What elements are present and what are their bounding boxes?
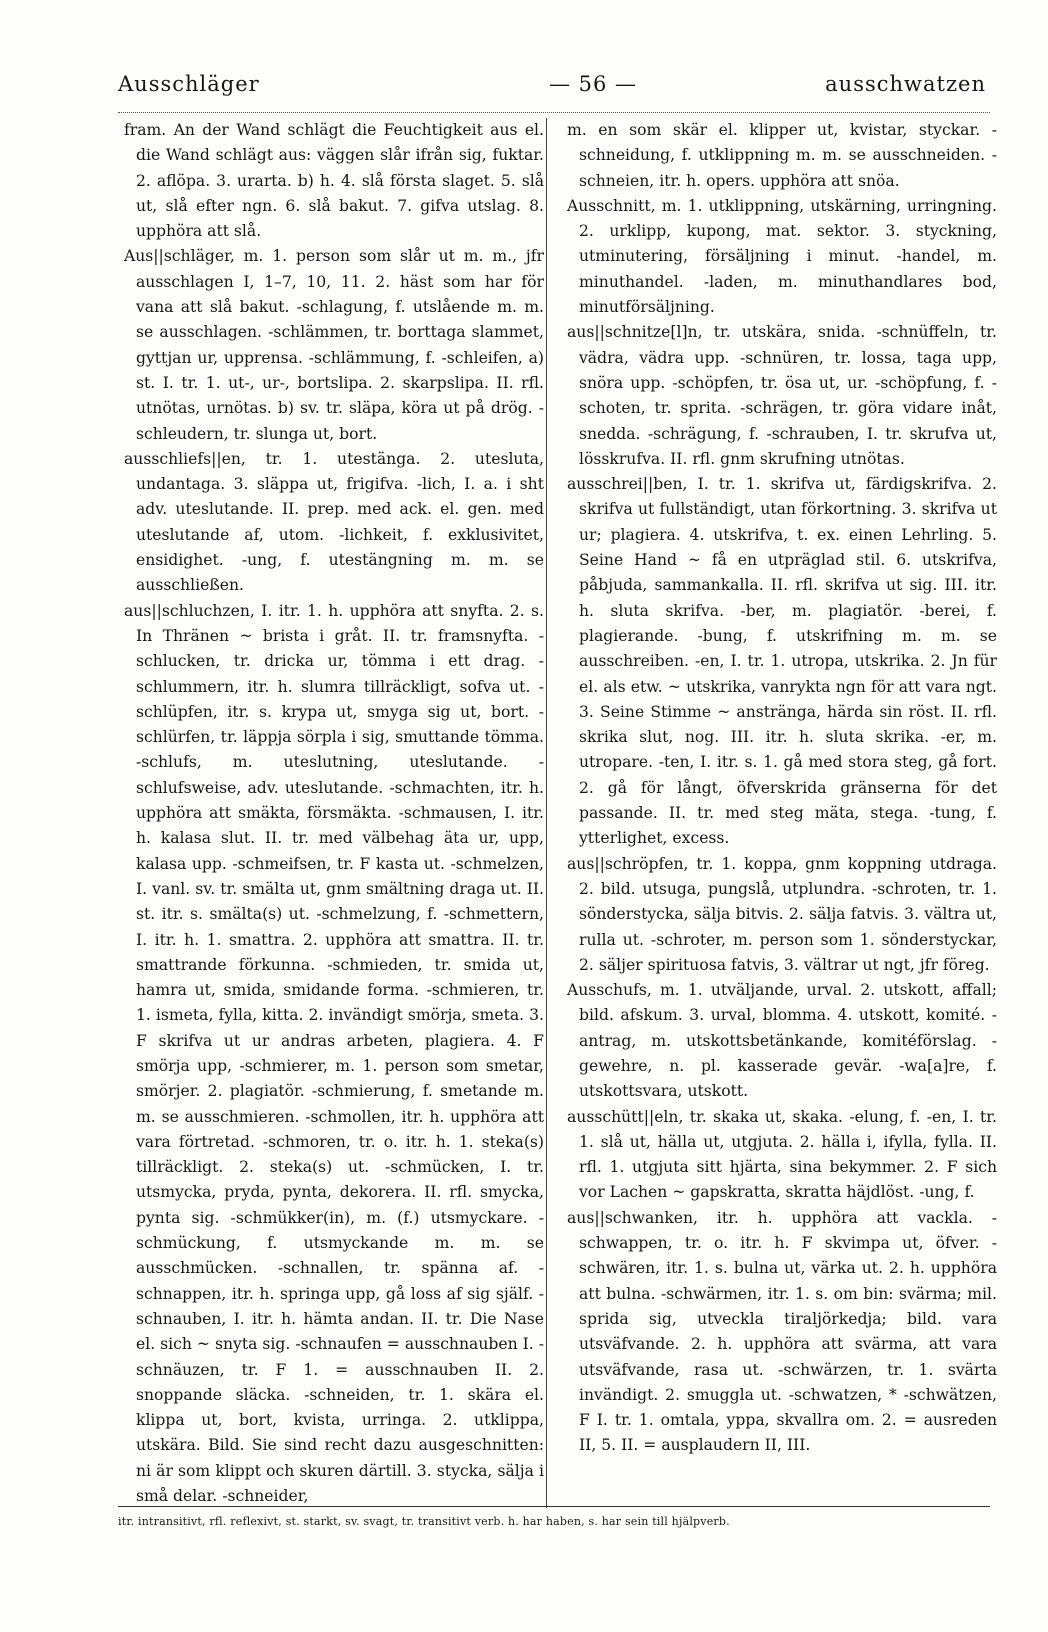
footer-rule: [118, 1506, 990, 1507]
entry-paragraph: m. en som skär el. klipper ut, kvistar, styckar. -schneidung, f. utklippning m. m. se ausschneiden. -schneien, itr. h. opers. upphöra att snöa.: [567, 121, 997, 190]
entry-paragraph: ausschrei||ben, I. tr. 1. skrifva ut, färdigskrifva. 2. skrifva ut fullständigt, utan förkortning. 3. skrifva ut ur; plagiera. 4. utskrifva, t. ex. einen Lehrling. 5. Seine Hand ~ få en utpräglad stil. 6. utskrifva, påbjuda, sammankalla. II. rfl. skrifva ut sig. III. itr. h. sluta skrifva. -ber, m. plagiatör. -berei, f. plagierande. -bung, f. utskrifning m. m. se ausschreiben. -en, I. tr. 1. utropa, utskrika. 2. Jn für el. als etw. ~ utskrika, vanrykta ngn för att vara ngt. 3. Seine Stimme ~ anstränga, härda sin röst. II. rfl. skrika slut, nog. III. itr. h. sluta skrika. -er, m. utropare. -ten, I. itr. s. 1. gå med stora steg, gå fort. 2. gå för långt, öfverskrida gränserna för det passande. II. tr. med steg mäta, stega. -tung, f. ytterlighet, excess.: [567, 475, 997, 848]
entry-paragraph: fram. An der Wand schlägt die Feuchtigkeit aus el. die Wand schlägt aus: väggen slår ifrån sig, fuktar. 2. aflöpa. 3. urarta. b) h. 4. slå första slaget. 5. slå ut, slå efter ngn. 6. slå bakut. 7. gifva utslag. 8. upphöra att slå.: [124, 121, 544, 241]
header-rule: [118, 112, 990, 113]
entry-paragraph: aus||schwanken, itr. h. upphöra att vackla. -schwappen, tr. o. itr. h. F skvimpa ut, öfver. -schwären, itr. 1. s. bulna ut, värka ut. 2. h. upphöra att bulna. -schwärmen, itr. 1. s. om bin: svärma; mil. sprida sig, utveckla tiraljörkedja; bild. vara utsväfvande. 2. h. upphöra att svärma, att vara utsväfvande, rasa ut. -schwärzen, tr. 1. svärta invändigt. 2. smuggla ut. -schwatzen, * -schwätzen, F I. tr. 1. omtala, yppa, skvallra om. 2. = ausreden II, 5. II. = ausplaudern II, III.: [567, 1208, 997, 1455]
right-column: [567, 118, 997, 1459]
entry-paragraph: ausschliefs||en, tr. 1. utestänga. 2. utesluta, undantaga. 3. släppa ut, frigifva. -lich, I. a. i sht adv. uteslutande. II. prep. med ack. el. gen. med uteslutande af, utom. -lichkeit, f. exklusivitet, ensidighet. -ung, f. utestängning m. m. se ausschließen.: [124, 449, 544, 595]
entry-paragraph: Ausschufs, m. 1. utväljande, urval. 2. utskott, affall; bild. afskum. 3. urval, blomma. 4. utskott, komité. -antrag, m. utskottsbetänkande, komitéförslag. -gewehre, n. pl. kasserade gevär. -wa[a]re, f. utskottsvara, utskott.: [567, 981, 997, 1101]
header-left-guideword: Ausschläger: [118, 72, 260, 96]
entry-paragraph: aus||schluchzen, I. itr. 1. h. upphöra att snyfta. 2. s. In Thränen ~ brista i gråt. II. tr. framsnyfta. -schlucken, tr. dricka ur, tömma i ett drag. -schlummern, itr. h. slumra tillräckligt, sofva ut. -schlüpfen, itr. s. krypa ut, smyga sig ut, bort. -schlürfen, tr. läppja sörpla i sig, smuttande tömma. -schlufs, m. uteslutning, uteslutande. -schlufsweise, adv. uteslutande. -schmachten, itr. h. upphöra att smäkta, försmäkta. -schmausen, I. itr. h. kalasa slut. II. tr. med välbehag äta ur, upp, kalasa upp. -schmeifsen, tr. F kasta ut. -schmelzen, I. vanl. sv. tr. smälta ut, gnm smältning draga ut. II. st. itr. s. smälta(s) ut. -schmelzung, f. -schmettern, I. itr. h. 1. smattra. 2. upphöra att smattra. II. tr. smattrande förkunna. -schmieden, tr. smida ut, hamra ut, smida, smidande forma. -schmieren, tr. 1. ismeta, fylla, kitta. 2. invändigt smörja, smeta. 3. F skrifva ut ur andras arbeten, plagiera. 4. F smörja upp, -schmierer, m. 1. person som smetar, smörjer. 2. plagiatör. -schmierung, f. smetande m. m. se ausschmieren. -schmollen, itr. h. upphöra att vara förtretad. -schmoren, tr. o. itr. h. 1. steka(s) tillräckligt. 2. steka(s) ut. -schmücken, I. tr. utsmycka, pryda, pynta, dekorera. II. rfl. smycka, pynta sig. -schmükker(in), m. (f.) utsmyckare. -schmückung, f. utsmyckande m. m. se ausschmücken. -schnallen, tr. spänna af. -schnappen, itr. h. springa upp, gå loss af sig själf. -schnauben, I. itr. h. hämta andan. II. tr. Die Nase el. sich ~ snyta sig. -schnaufen = ausschnauben I. -schnäuzen, tr. F 1. = ausschnauben II. 2. snoppande släcka. -schneiden, tr. 1. skära el. klippa ut, bort, kvista, urringa. 2. utklippa, utskära. Bild. Sie sind recht dazu ausgeschnitten: ni är som klippt och skuren därtill. 3. stycka, sälja i små delar. -schneider,: [124, 601, 544, 1506]
left-column: [124, 118, 544, 1509]
entry-paragraph: ausschütt||eln, tr. skaka ut, skaka. -elung, f. -en, I. tr. 1. slå ut, hälla ut, utgjuta. 2. hälla i, ifylla, fylla. II. rfl. 1. utgjuta sitt hjärta, sina bekymmer. 2. F sich vor Lachen ~ gapskratta, skratta häjdlöst. -ung, f.: [567, 1107, 997, 1202]
abbreviation-legend: itr. intransitivt, rfl. reflexivt, st. starkt, sv. svagt, tr. transitivt verb. h. har haben, s. har sein till hjälpverb.: [118, 1515, 730, 1528]
entry-paragraph: Ausschnitt, m. 1. utklippning, utskärning, urringning. 2. urklipp, kupong, mat. sektor. 3. styckning, utminutering, försäljning i minut. -handel, m. minuthandel. -laden, m. minuthandlares bod, minutförsäljning.: [567, 196, 997, 317]
page-number: — 56 —: [548, 72, 638, 96]
page-header: [118, 68, 986, 108]
entry-paragraph: aus||schnitze[l]n, tr. utskära, snida. -schnüffeln, tr. vädra, vädra upp. -schnüren, tr. lossa, taga upp, snöra upp. -schöpfen, tr. ösa ut, ur. -schöpfung, f. -schoten, tr. sprita. -schrägen, tr. göra vidare inåt, snedda. -schrägung, f. -schrauben, I. tr. skrufva ut, lösskrufva. II. rfl. gnm skrufning utnötas.: [567, 323, 997, 468]
entry-paragraph: Aus||schläger, m. 1. person som slår ut m. m., jfr ausschlagen I, 1–7, 10, 11. 2. häst som har för vana att slå bakut. -schlagung, f. utslående m. m. se ausschlagen. -schlämmen, tr. borttaga slammet, gyttjan ur, upprensa. -schlämmung, f. -schleifen, a) st. I. tr. 1. ut-, ur-, bortslipa. 2. skarpslipa. II. rfl. utnötas, urnötas. b) sv. tr. släpa, köra ut på drög. -schleudern, tr. slunga ut, bort.: [124, 247, 544, 443]
column-divider: [546, 118, 547, 1508]
entry-paragraph: aus||schröpfen, tr. 1. koppa, gnm koppning utdraga. 2. bild. utsuga, pungslå, utplundra. -schroten, tr. 1. sönderstycka, sälja bitvis. 2. sälja fatvis. 3. vältra ut, rulla ut. -schroter, m. person som 1. sönderstyckar, 2. säljer spirituosa fatvis, 3. vältrar ut ngt, jfr föreg.: [567, 854, 997, 974]
header-right-guideword: ausschwatzen: [825, 72, 986, 96]
